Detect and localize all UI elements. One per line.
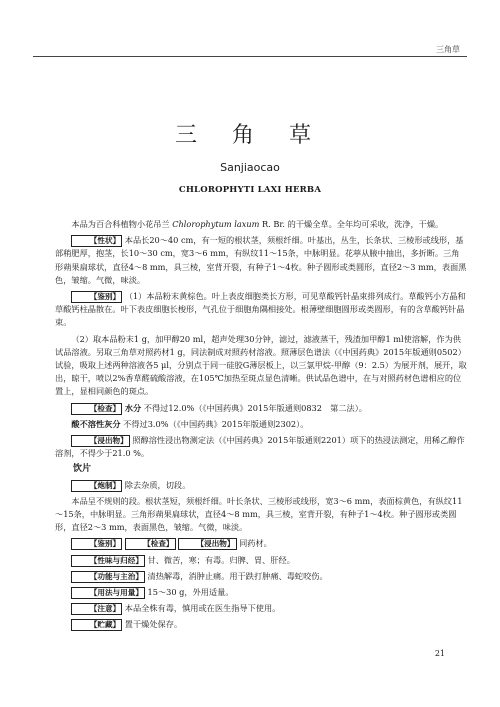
section-paozhi: 【炮制】 除去杂质，切段。 [55,479,467,492]
yinpian-title: 饮片 [73,464,92,475]
section-jianbie-2: （2）取本品粉末1 g，加甲醇20 ml，超声处理30分钟，滤过，滤液蒸干，残渣加甲醇1 ml使溶解，作为供试品溶液。另取三角草对照药材1 g，同法制成对照药材溶液。照薄层色谱法（《中国药典》2015年版通则0502）试验，吸取上述两种溶液各5 μl，分别点于同一硅胶G薄层板上，以三氯甲烷-甲醇（9：2.5）为展开剂，展开，取出，晾干，喷以2%香草醛硫酸溶液，在105℃加热至斑点显色清晰。供试品色谱中，在与对照药材色谱相应的位置上，显相同颜色的斑点。 [55,333,467,397]
page-number: 21 [434,649,445,658]
section-jiancha: 【检查】 水分 不得过12.0%（《中国药典》2015年版通则0832 第二法）。 [55,402,467,415]
section-label: 【贮藏】 [71,619,122,631]
section-label: 【鉴别】 [71,538,122,550]
ash-head: 酸不溶性灰分 [71,418,121,429]
yinpian-description: 本品呈不规则的段。根状茎短，须根纤细。叶长条状、三棱形或线形，宽3～6 mm，表面棕黄色，有纵纹11～15条，中脉明显。三角形蒴果扁球状，直径4～8 mm，具三棱，室背开裂，有种子1～4枚。种子圆形或类圆形，直径2～3 mm，表面黑色，皱缩。气微，味淡。 [55,495,463,533]
monograph-body [55,218,467,635]
section-label: 【性味与归经】 [71,555,145,567]
section-label: 【功能与主治】 [71,571,145,583]
section-label: 【鉴别】 [71,291,122,303]
section-gongneng: 【功能与主治】 清热解毒，消肿止痛。用于跌打肿痛、毒蛇咬伤。 [55,570,467,583]
species-name: Chlorophytum laxum [172,219,260,229]
section-yongfa: 【用法与用量】 15～30 g，外用适量。 [55,586,467,599]
water-head: 水分 [124,402,142,413]
section-label: 【检查】 [71,403,122,415]
section-label: 【炮制】 [71,480,122,492]
section-label: 【注意】 [71,603,122,615]
section-xingzhuang: 【性状】 本品长20～40 cm，有一短的根状茎，须根纤细。叶基出，丛生，长条状、三棱形或线形，基部稍肥厚，抱茎，长10～30 cm，宽3～6 mm，有纵纹11～15条，中脉明显。花葶从腋中抽出，多折断。三角形蒴果扁球状，直径4～8 mm，具三棱，室背开裂，有种子1～4枚。种子圆形或类圆形，直径2～3 mm，表面黑色，皱缩。气微，味淡。 [55,235,467,285]
section-jianbie: 【鉴别】 （1）本品粉末黄棕色。叶上表皮细胞类长方形，可见草酸钙针晶束排列成行。草酸钙小方晶和草酸钙柱晶散在。叶下表皮细胞长梭形，气孔位于细胞角隅相接处。根薄壁细胞圆形或类圆形，有的含草酸钙针晶束。 [55,291,466,328]
section-label: 【用法与用量】 [71,587,145,599]
header-rule [33,56,467,57]
intro-paragraph: 本品为百合科植物小花吊兰 Chlorophytum laxum R. Br. 的干燥全草。全年均可采收，洗净，干燥。 [71,219,444,229]
pinyin-name: Sanjiaocao [220,161,280,174]
section-label: 【检查】 [125,538,176,550]
page-title: 三 角 草 [175,123,325,148]
latin-name: CHLOROPHYTI LAXI HERBA [178,185,322,195]
section-zhucang: 【贮藏】 置干燥处保存。 [55,618,467,631]
section-label: 【浸出物】 [178,538,236,550]
section-jinchuwu: 【浸出物】 照醇溶性浸出物测定法（《中国药典》2015年版通则2201）项下的热浸法测定，用稀乙醇作溶剂，不得少于21.0 %。 [55,435,465,459]
section-yinpian-check: 【鉴别】 【检查】 【浸出物】 同药材。 [55,537,467,550]
running-header: 三角草 [436,45,460,54]
section-label: 【性状】 [71,235,122,247]
section-zhuyi: 【注意】 本品全株有毒，慎用或在医生指导下使用。 [55,602,467,615]
section-jiancha-ash: 酸不溶性灰分 不得过3.0%（《中国药典》2015年版通则2302）。 [71,418,309,429]
section-label: 【浸出物】 [71,435,129,447]
section-xingwei: 【性味与归经】 甘、微苦，寒；有毒。归脾、胃、肝经。 [55,554,467,567]
